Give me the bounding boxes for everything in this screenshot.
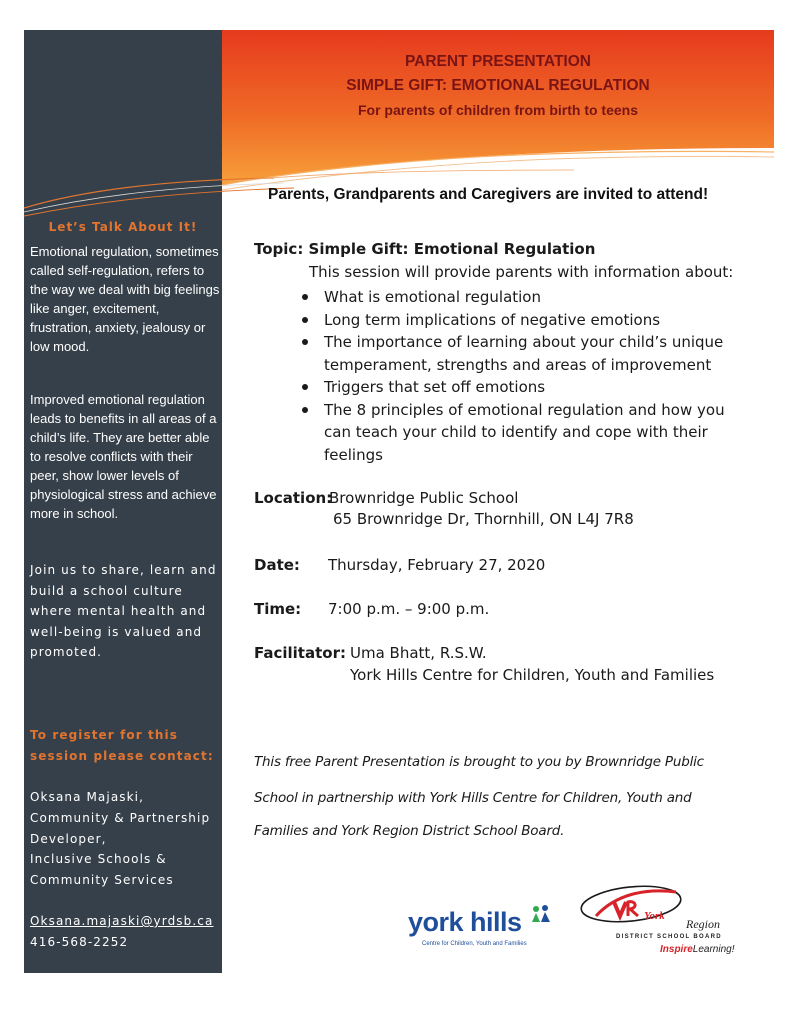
facilitator-org: York Hills Centre for Children, Youth and Families (350, 666, 715, 684)
contact-title: Community & Partnership Developer, (30, 811, 211, 846)
contact-email-link[interactable]: Oksana.majaski@yrdsb.ca (30, 914, 214, 928)
footer-note-line-1: This free Parent Presentation is brought to you by Brownridge Public (254, 754, 704, 770)
list-item: The importance of learning about your child’s unique temperament, strengths and areas of improvement (298, 331, 738, 376)
title-line-2: SIMPLE GIFT: EMOTIONAL REGULATION (346, 77, 650, 94)
location-name: Brownridge Public School (329, 489, 519, 507)
sidebar-paragraph-3: Join us to share, learn and build a school culture where mental health and well-being is valued and promoted. (30, 563, 217, 659)
contact-phone: 416-568-2252 (30, 935, 129, 949)
footer-note-line-2: School in partnership with York Hills Centre for Children, Youth and (254, 790, 692, 806)
sidebar-paragraph-2: Improved emotional regulation leads to benefits in all areas of a child’s life. They are better able to resolve conflicts with their peer, show lower levels of physiological stress and achieve more in school. (30, 392, 217, 521)
location-address: 65 Brownridge Dr, Thornhill, ON L4J 7R8 (333, 510, 634, 528)
bullet-icon (302, 317, 308, 323)
location-label: Location: (254, 489, 333, 507)
title-line-3: For parents of children from birth to teens (357, 102, 639, 118)
yrdsb-region-text: Region (686, 917, 720, 931)
title-line-1: PARENT PRESENTATION (404, 53, 591, 70)
list-item: What is emotional regulation (298, 286, 738, 309)
bullet-icon (302, 384, 308, 390)
contact-department: Inclusive Schools & Community Services (30, 852, 174, 887)
topic-label: Topic: Simple Gift: Emotional Regulation (254, 240, 596, 258)
invite-heading: Parents, Grandparents and Caregivers are invited to attend! (268, 186, 709, 203)
sidebar-paragraph-1: Emotional regulation, sometimes called self-regulation, refers to the way we deal with big feelings like anger, excitement, frustration, anxiety, jealousy or low mood. (30, 244, 220, 354)
york-hills-logo (408, 905, 568, 955)
date-label: Date: (254, 556, 300, 574)
yrdsb-tagline: InspireLearning! (660, 944, 735, 955)
contact-name: Oksana Majaski, (30, 790, 145, 804)
bullet-icon (302, 407, 308, 413)
topic-intro: This session will provide parents with information about: (309, 263, 734, 281)
yrdsb-logo (576, 880, 754, 962)
york-hills-wordmark: york hills (408, 907, 522, 937)
people-icon (530, 905, 554, 923)
register-heading: To register for this session please contact: (30, 728, 214, 763)
date-value: Thursday, February 27, 2020 (328, 556, 546, 574)
york-hills-subtitle: Centre for Children, Youth and Families (422, 941, 527, 947)
topic-bullet-list (298, 286, 738, 466)
list-item: The 8 principles of emotional regulation and how you can teach your child to identify and cope with their feelings (298, 399, 738, 467)
facilitator-label: Facilitator: (254, 644, 346, 662)
list-item: Triggers that set off emotions (298, 376, 738, 399)
yrdsb-board-text: DISTRICT SCHOOL BOARD (616, 934, 722, 940)
yrdsb-york-text: York (644, 910, 665, 922)
facilitator-name: Uma Bhatt, R.S.W. (350, 644, 487, 662)
footer-note-line-3: Families and York Region District School Board. (254, 823, 565, 839)
bullet-icon (302, 339, 308, 345)
yr-swoosh-icon (576, 880, 686, 930)
time-label: Time: (254, 600, 302, 618)
time-value: 7:00 p.m. – 9:00 p.m. (328, 600, 490, 618)
bullet-icon (302, 294, 308, 300)
list-item: Long term implications of negative emotions (298, 309, 738, 332)
sidebar-heading: Let’s Talk About It! (48, 220, 198, 234)
